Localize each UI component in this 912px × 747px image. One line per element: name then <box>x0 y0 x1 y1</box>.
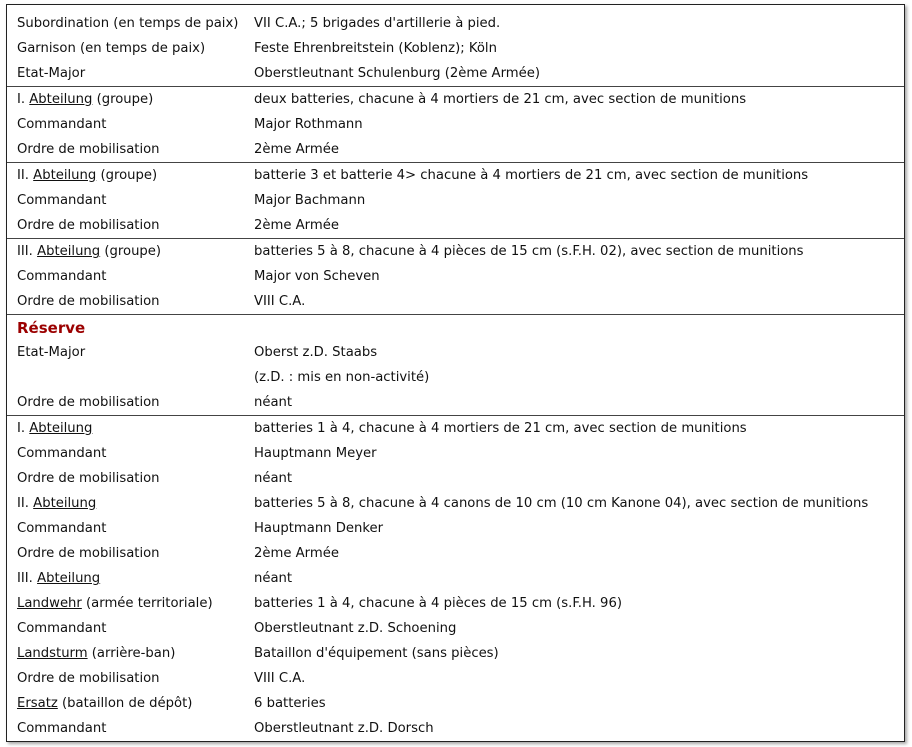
table-row <box>7 616 904 641</box>
row-label: Ordre de mobilisation <box>17 671 160 686</box>
row-label: Subordination (en temps de paix) <box>17 16 239 31</box>
row-label: Ordre de mobilisation <box>17 142 160 157</box>
row-value: (z.D. : mis en non-activité) <box>254 370 430 385</box>
row-value: batteries 5 à 8, chacune à 4 canons de 10 cm (10 cm Kanone 04), avec section de munitions <box>254 496 869 511</box>
row-value: néant <box>254 395 293 410</box>
order-of-battle-table <box>6 4 905 742</box>
row-label <box>7 646 254 661</box>
row-label <box>7 571 254 586</box>
row-label: Commandant <box>17 721 107 736</box>
row-value: Bataillon d'équipement (sans pièces) <box>254 646 499 661</box>
table-row <box>7 666 904 691</box>
table-body <box>7 11 904 741</box>
row-label <box>7 168 254 183</box>
row-label: Ordre de mobilisation <box>17 294 160 309</box>
table-section <box>7 315 904 416</box>
table-row <box>7 390 904 415</box>
table-section <box>7 239 904 315</box>
label-suffix: (bataillon de dépôt) <box>57 696 193 711</box>
table-row <box>7 516 904 541</box>
row-label: Etat-Major <box>17 66 86 81</box>
table-row <box>7 641 904 666</box>
row-label: Commandant <box>17 521 107 536</box>
table-row <box>7 239 904 264</box>
label-prefix: II. <box>17 168 34 183</box>
table-row <box>7 365 904 390</box>
label-prefix: III. <box>17 571 38 586</box>
row-label: Commandant <box>17 193 107 208</box>
row-value: batteries 1 à 4, chacune à 4 pièces de 15 cm (s.F.H. 96) <box>254 596 622 611</box>
row-value: Major Rothmann <box>254 117 363 132</box>
row-value: Major Bachmann <box>254 193 366 208</box>
row-value: VIII C.A. <box>254 671 306 686</box>
row-value: batteries 1 à 4, chacune à 4 mortiers de 21 cm, avec section de munitions <box>254 421 747 436</box>
label-term-underlined: Ersatz <box>17 696 58 711</box>
table-row <box>7 36 904 61</box>
row-value: Oberst z.D. Staabs <box>254 345 378 360</box>
row-value: Oberstleutnant z.D. Schoening <box>254 621 457 636</box>
section-heading: Réserve <box>17 318 86 337</box>
label-prefix: II. <box>17 496 34 511</box>
row-label: Etat-Major <box>17 345 86 360</box>
row-label <box>7 496 254 511</box>
label-term-underlined: Abteilung <box>29 92 93 107</box>
label-prefix: III. <box>17 244 38 259</box>
row-value: Oberstleutnant z.D. Dorsch <box>254 721 434 736</box>
label-term-underlined: Landwehr <box>17 596 82 611</box>
table-section <box>7 11 904 87</box>
row-value: VIII C.A. <box>254 294 306 309</box>
table-section <box>7 87 904 163</box>
label-prefix: I. <box>17 421 30 436</box>
row-label: Commandant <box>17 269 107 284</box>
row-label: Commandant <box>17 621 107 636</box>
table-row <box>7 163 904 188</box>
row-value: batterie 3 et batterie 4> chacune à 4 mortiers de 21 cm, avec section de munitions <box>254 168 809 183</box>
table-row <box>7 137 904 162</box>
row-value: Hauptmann Denker <box>254 521 384 536</box>
row-label: Commandant <box>17 117 107 132</box>
table-row <box>7 691 904 716</box>
row-value: Hauptmann Meyer <box>254 446 377 461</box>
table-row <box>7 591 904 616</box>
label-term-underlined: Landsturm <box>17 646 88 661</box>
label-term-underlined: Abteilung <box>37 244 101 259</box>
row-label: Ordre de mobilisation <box>17 395 160 410</box>
section-heading-row <box>7 315 904 340</box>
row-value: 2ème Armée <box>254 218 339 233</box>
table-row <box>7 491 904 516</box>
label-term-underlined: Abteilung <box>33 496 97 511</box>
label-suffix: (armée territoriale) <box>81 596 213 611</box>
row-label <box>7 421 254 436</box>
row-label <box>7 696 254 711</box>
table-row <box>7 566 904 591</box>
table-section <box>7 416 904 741</box>
table-row <box>7 112 904 137</box>
table-row <box>7 541 904 566</box>
table-row <box>7 188 904 213</box>
row-value: Major von Scheven <box>254 269 380 284</box>
label-prefix: I. <box>17 92 30 107</box>
row-value: Oberstleutnant Schulenburg (2ème Armée) <box>254 66 540 81</box>
row-value: Feste Ehrenbreitstein (Koblenz); Köln <box>254 41 497 56</box>
row-value: 6 batteries <box>254 696 326 711</box>
table-row <box>7 416 904 441</box>
label-suffix: (groupe) <box>100 244 162 259</box>
row-label <box>7 244 254 259</box>
table-row <box>7 11 904 36</box>
table-row <box>7 213 904 238</box>
row-label: Commandant <box>17 446 107 461</box>
row-label: Garnison (en temps de paix) <box>17 41 206 56</box>
label-suffix: (groupe) <box>92 92 154 107</box>
label-suffix: (arrière-ban) <box>87 646 176 661</box>
label-term-underlined: Abteilung <box>33 168 97 183</box>
label-suffix: (groupe) <box>96 168 158 183</box>
label-term-underlined: Abteilung <box>37 571 101 586</box>
table-row <box>7 264 904 289</box>
table-row <box>7 716 904 741</box>
row-value: 2ème Armée <box>254 546 339 561</box>
table-row <box>7 61 904 86</box>
label-term-underlined: Abteilung <box>29 421 93 436</box>
table-row <box>7 289 904 314</box>
row-value: deux batteries, chacune à 4 mortiers de 21 cm, avec section de munitions <box>254 92 747 107</box>
table-row <box>7 340 904 365</box>
row-value: VII C.A.; 5 brigades d'artillerie à pied. <box>254 16 501 31</box>
table-row <box>7 87 904 112</box>
row-value: néant <box>254 471 293 486</box>
row-label: Ordre de mobilisation <box>17 471 160 486</box>
table-section <box>7 163 904 239</box>
table-row <box>7 466 904 491</box>
row-value: néant <box>254 571 293 586</box>
row-label <box>7 92 254 107</box>
table-row <box>7 441 904 466</box>
row-label <box>7 596 254 611</box>
row-value: batteries 5 à 8, chacune à 4 pièces de 15 cm (s.F.H. 02), avec section de munitions <box>254 244 804 259</box>
row-label: Ordre de mobilisation <box>17 218 160 233</box>
row-value: 2ème Armée <box>254 142 339 157</box>
row-label: Ordre de mobilisation <box>17 546 160 561</box>
